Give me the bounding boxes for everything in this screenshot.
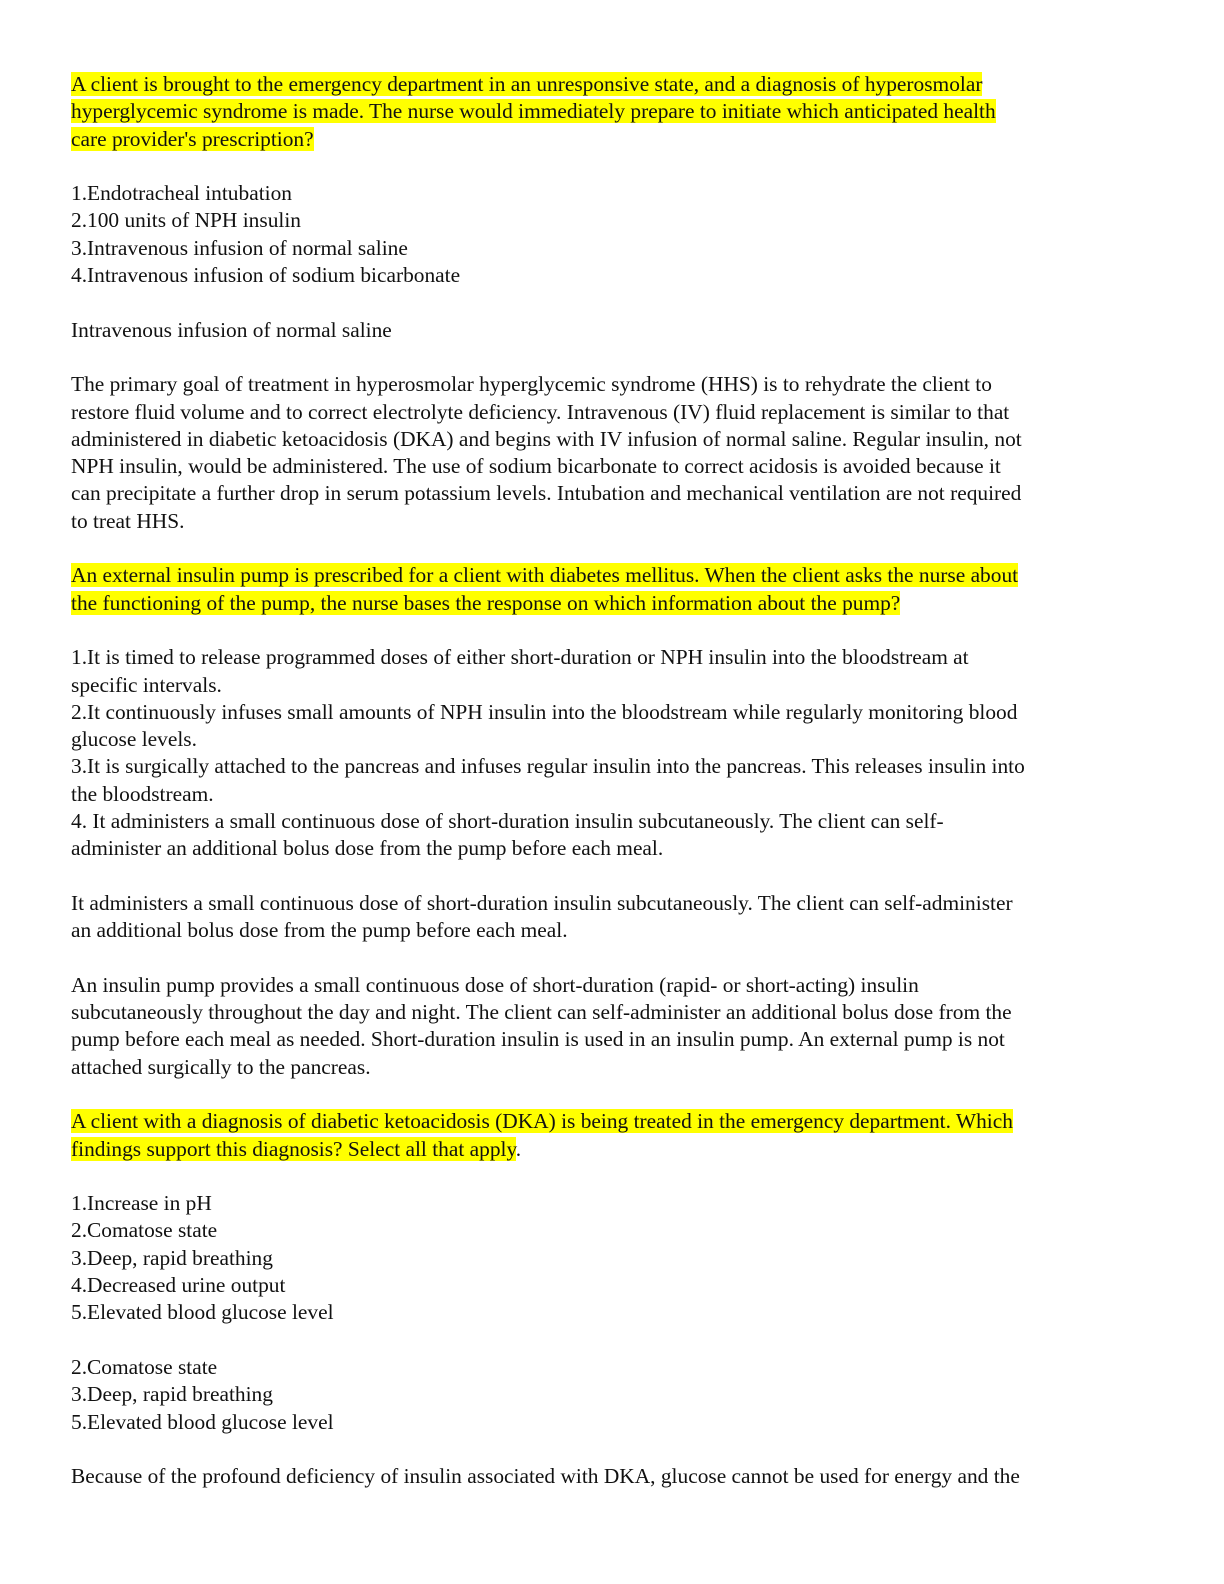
option-line: specific intervals. xyxy=(71,672,222,697)
rationale-line: subcutaneously throughout the day and night. The client can self-administer an additional bolus dose from the xyxy=(71,1000,1012,1025)
option-line: 3.Intravenous infusion of normal saline xyxy=(71,235,408,260)
answer-line: Intravenous infusion of normal saline xyxy=(71,317,392,342)
question-tail: . xyxy=(515,1136,522,1161)
rationale-line: Because of the profound deficiency of insulin associated with DKA, glucose cannot be used for energy and the xyxy=(71,1464,1020,1489)
question-3-answer xyxy=(71,1354,1141,1436)
question-line: care provider's prescription? xyxy=(71,126,314,151)
option-line: the bloodstream. xyxy=(71,781,214,806)
option-line: 5.Elevated blood glucose level xyxy=(71,1300,334,1325)
question-2-stem xyxy=(71,562,1141,617)
option-line: 4.Intravenous infusion of sodium bicarbonate xyxy=(71,263,461,288)
option-line: 3.Deep, rapid breathing xyxy=(71,1245,273,1270)
rationale-line: An insulin pump provides a small continuous dose of short-duration (rapid- or short-acting) insulin xyxy=(71,972,919,997)
answer-line: 5.Elevated blood glucose level xyxy=(71,1409,334,1434)
question-2-answer xyxy=(71,890,1141,945)
answer-line: 3.Deep, rapid breathing xyxy=(71,1382,273,1407)
question-1-answer xyxy=(71,317,1141,344)
question-3-options xyxy=(71,1190,1141,1326)
option-line: 3.It is surgically attached to the pancreas and infuses regular insulin into the pancreas. This releases insulin into xyxy=(71,754,1025,779)
question-2-options xyxy=(71,644,1141,862)
option-line: 1.Increase in pH xyxy=(71,1191,212,1216)
rationale-line: restore fluid volume and to correct electrolyte deficiency. Intravenous (IV) fluid replacement is similar to that xyxy=(71,399,1010,424)
option-line: 4. It administers a small continuous dose of short-duration insulin subcutaneously. The client can self- xyxy=(71,809,944,834)
question-line: the functioning of the pump, the nurse bases the response on which information about the pump? xyxy=(71,590,901,615)
option-line: 2.It continuously infuses small amounts of NPH insulin into the bloodstream while regularly monitoring blood xyxy=(71,699,1018,724)
question-1-rationale xyxy=(71,371,1141,535)
rationale-line: administered in diabetic ketoacidosis (DKA) and begins with IV infusion of normal saline. Regular insulin, not xyxy=(71,426,1022,451)
rationale-line: to treat HHS. xyxy=(71,508,185,533)
rationale-line: can precipitate a further drop in serum potassium levels. Intubation and mechanical ventilation are not required xyxy=(71,481,1022,506)
question-2-rationale xyxy=(71,972,1141,1081)
option-line: administer an additional bolus dose from the pump before each meal. xyxy=(71,836,664,861)
question-1-options xyxy=(71,180,1141,289)
question-line: findings support this diagnosis? Select all that apply. xyxy=(71,1136,522,1161)
question-line: hyperglycemic syndrome is made. The nurse would immediately prepare to initiate which anticipated health xyxy=(71,99,996,124)
rationale-line: pump before each meal as needed. Short-duration insulin is used in an insulin pump. An external pump is not xyxy=(71,1027,1005,1052)
rationale-line: The primary goal of treatment in hyperosmolar hyperglycemic syndrome (HHS) is to rehydrate the client to xyxy=(71,372,992,397)
option-line: glucose levels. xyxy=(71,727,197,752)
answer-line: It administers a small continuous dose of short-duration insulin subcutaneously. The client can self-administer xyxy=(71,890,1013,915)
option-line: 2.100 units of NPH insulin xyxy=(71,208,301,233)
document-page xyxy=(71,71,1141,1518)
question-1-stem xyxy=(71,71,1141,153)
option-line: 2.Comatose state xyxy=(71,1218,218,1243)
question-3-rationale xyxy=(71,1463,1141,1490)
answer-line: an additional bolus dose from the pump before each meal. xyxy=(71,918,568,943)
option-line: 1.It is timed to release programmed doses of either short-duration or NPH insulin into the bloodstream at xyxy=(71,645,969,670)
option-line: 1.Endotracheal intubation xyxy=(71,181,292,206)
rationale-line: attached surgically to the pancreas. xyxy=(71,1054,371,1079)
question-line: A client is brought to the emergency department in an unresponsive state, and a diagnosis of hyperosmolar xyxy=(71,72,983,96)
question-line: An external insulin pump is prescribed for a client with diabetes mellitus. When the client asks the nurse about xyxy=(71,563,1019,588)
answer-line: 2.Comatose state xyxy=(71,1354,218,1379)
question-3-stem xyxy=(71,1108,1141,1163)
option-line: 4.Decreased urine output xyxy=(71,1273,286,1298)
question-line: A client with a diagnosis of diabetic ketoacidosis (DKA) is being treated in the emergency department. Which xyxy=(71,1109,1013,1134)
rationale-line: NPH insulin, would be administered. The use of sodium bicarbonate to correct acidosis is avoided because it xyxy=(71,454,1001,479)
